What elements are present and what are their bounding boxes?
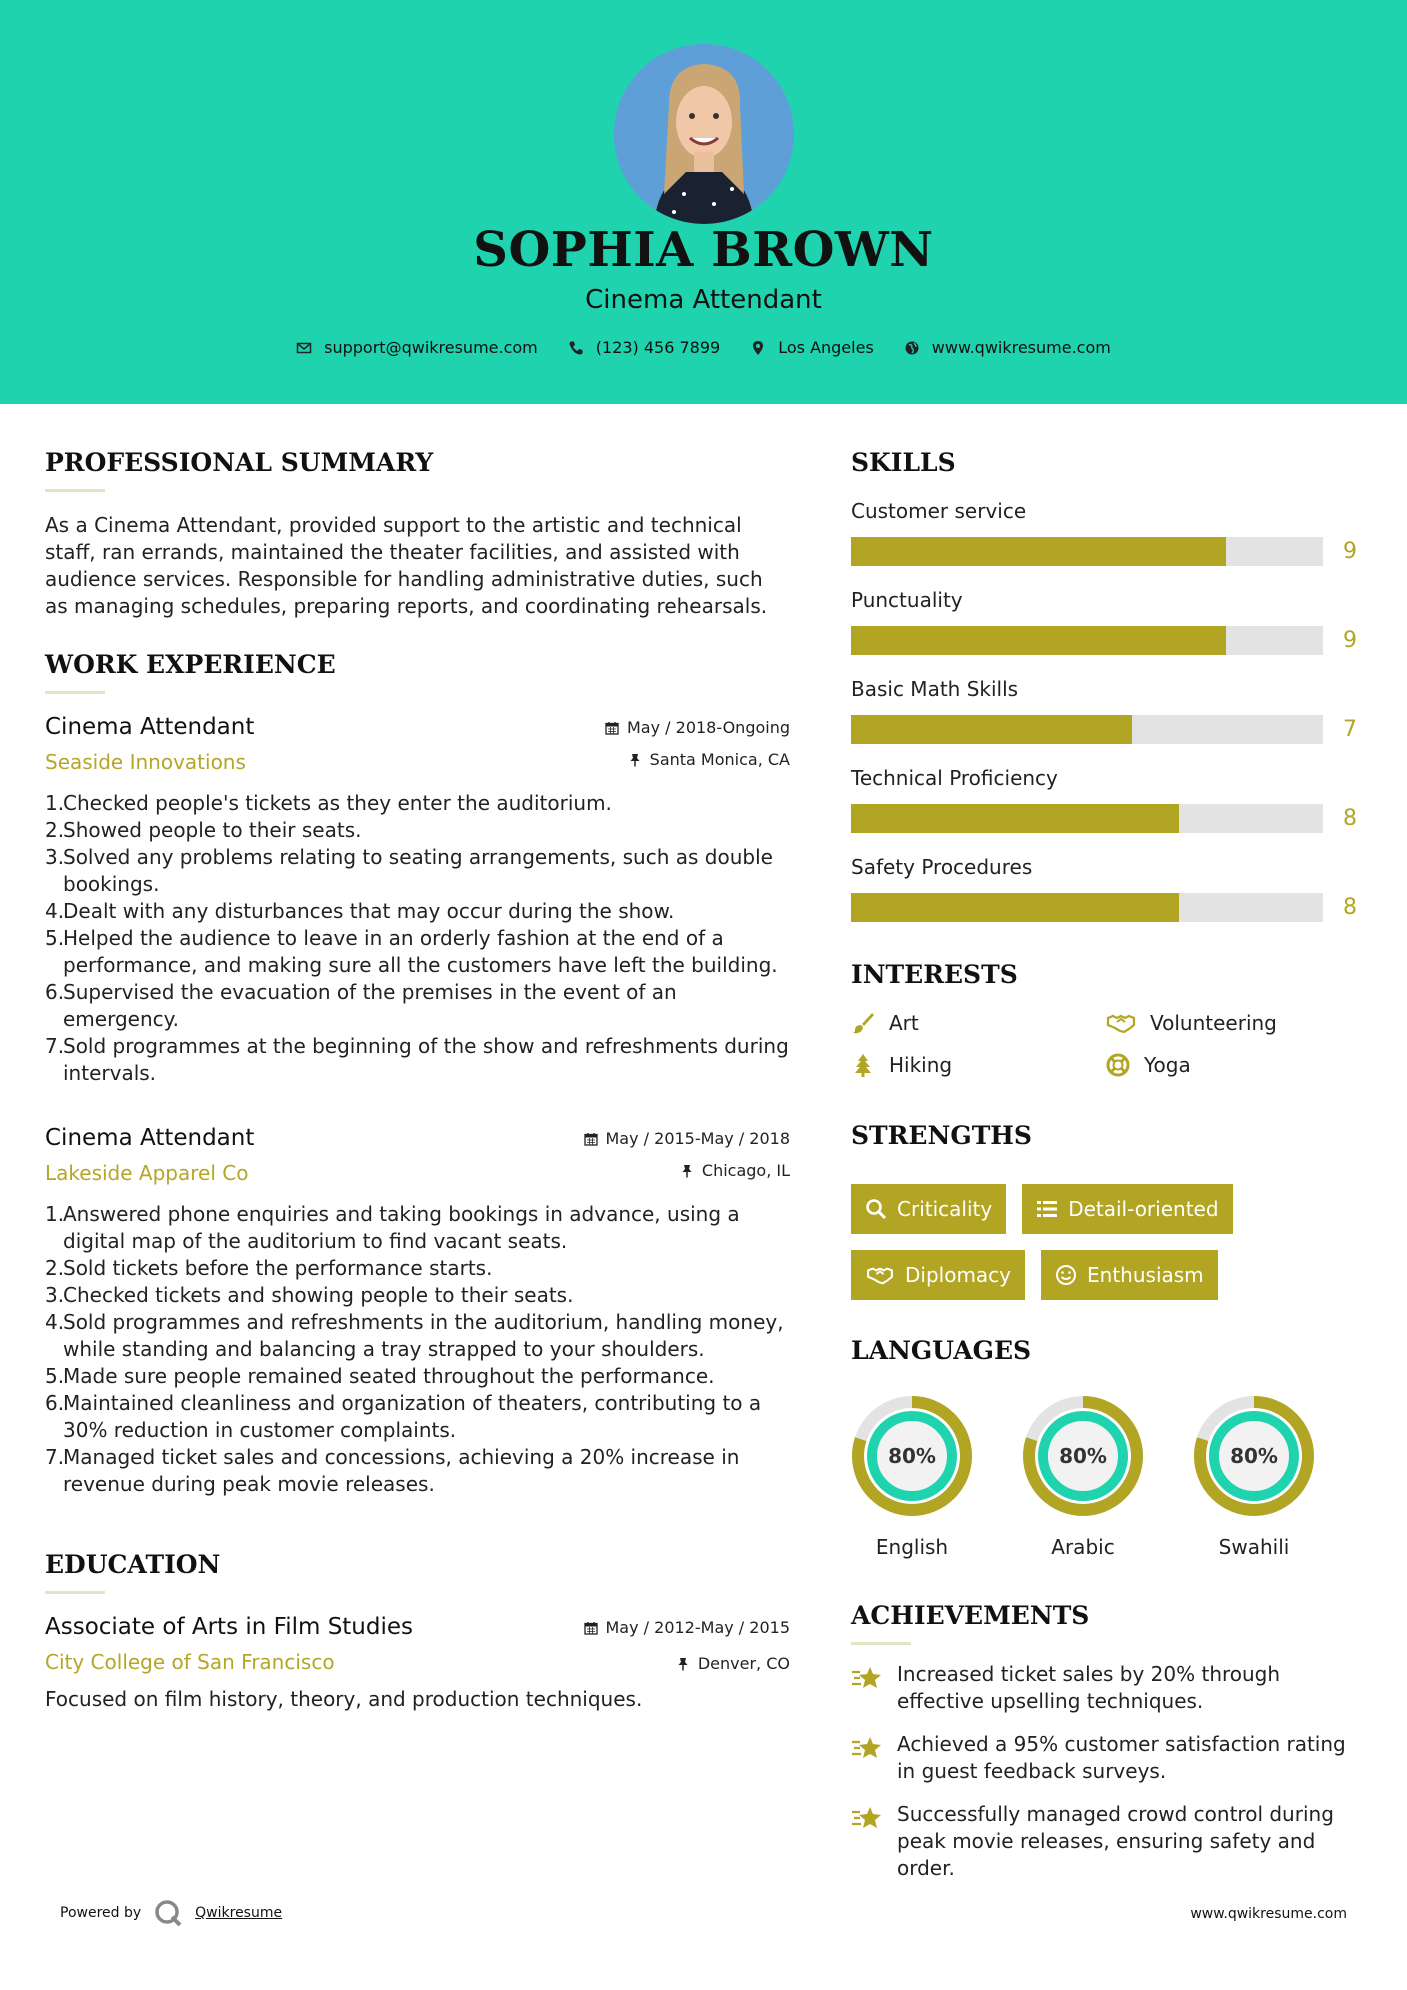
strength-tag [1022, 1184, 1232, 1234]
language-donut [1193, 1395, 1315, 1517]
skill-item [851, 499, 1361, 566]
heading-divider [45, 1591, 105, 1594]
skill-value: 7 [1343, 717, 1357, 742]
education-dates-text: May / 2012-May / 2015 [605, 1618, 790, 1637]
donut-label: 80% [1059, 1444, 1107, 1468]
achievement-text: Increased ticket sales by 20% through effective upselling techniques. [897, 1662, 1281, 1713]
paintbrush-icon [851, 1011, 875, 1035]
education-location [676, 1654, 790, 1673]
summary-heading: PROFESSIONAL SUMMARY [45, 448, 434, 477]
experience-section [45, 650, 790, 1498]
qwikresume-logo-icon [153, 1898, 183, 1928]
skill-item [851, 855, 1361, 922]
list-item: 5.Made sure people remained seated throughout the performance. [45, 1364, 715, 1388]
skill-bar-row [851, 893, 1361, 922]
footer-powered-by [60, 1898, 282, 1928]
strength-label: Criticality [897, 1197, 993, 1221]
donut-label: 80% [1230, 1444, 1278, 1468]
degree-title: Associate of Arts in Film Studies [45, 1614, 414, 1640]
brand-link[interactable]: Qwikresume [195, 1905, 283, 1921]
job-title: Cinema Attendant [45, 1125, 255, 1151]
contact-row [0, 338, 1407, 357]
strength-label: Diplomacy [905, 1263, 1012, 1287]
job-entry [45, 1125, 790, 1498]
skill-bar-fill [851, 715, 1132, 744]
heading-divider [45, 489, 105, 492]
achievements-heading: ACHIEVEMENTS [851, 1601, 1090, 1630]
skill-name: Technical Proficiency [851, 766, 1058, 790]
language-item [1022, 1395, 1144, 1559]
skills-list [851, 499, 1361, 922]
summary-text: As a Cinema Attendant, provided support to the artistic and technical staff, ran errands, maintained the theater facilities, and assisted with audience services. Responsible for handling administrative duties, such as managing schedules, preparing reports, and coordinating rehearsals. [45, 513, 768, 618]
skill-bar-fill [851, 537, 1226, 566]
list-item: 7.Sold programmes at the beginning of the show and refreshments during intervals. [45, 1034, 789, 1085]
language-item [851, 1395, 973, 1559]
tree-icon [851, 1053, 875, 1077]
list-item: 5.Helped the audience to leave in an orderly fashion at the end of a performance, and making sure all the customers have left the building. [45, 926, 778, 977]
job-company: Lakeside Apparel Co [45, 1161, 249, 1185]
calendar-icon [584, 1621, 598, 1635]
strength-label: Enthusiasm [1087, 1263, 1204, 1287]
list-item: 4.Sold programmes and refreshments in the auditorium, handling money, while standing and balancing a tray strapped to your shoulders. [45, 1310, 784, 1361]
globe-icon [904, 340, 920, 356]
job-location-text: Santa Monica, CA [649, 750, 790, 769]
education-description: Focused on film history, theory, and production techniques. [45, 1687, 643, 1711]
envelope-icon [296, 340, 312, 356]
interest-item [1106, 1053, 1361, 1077]
skill-name: Safety Procedures [851, 855, 1033, 879]
calendar-icon [584, 1132, 598, 1146]
list-item [851, 1801, 1361, 1882]
education-location-text: Denver, CO [697, 1654, 790, 1673]
skill-name: Punctuality [851, 588, 963, 612]
skill-bar-track [851, 893, 1323, 922]
skill-bar-row [851, 715, 1361, 744]
summary-section [45, 448, 790, 620]
language-donut [851, 1395, 973, 1517]
footer-website[interactable]: www.qwikresume.com [1190, 1906, 1347, 1922]
list-item: 1.Answered phone enquiries and taking bookings in advance, using a digital map of the auditorium to find vacant seats. [45, 1202, 740, 1253]
job-company: Seaside Innovations [45, 750, 246, 774]
interest-item [1106, 1011, 1361, 1035]
strengths-heading: STRENGTHS [851, 1121, 1032, 1150]
education-entry [45, 1614, 790, 1713]
interest-item [851, 1053, 1106, 1077]
website-text: www.qwikresume.com [931, 338, 1111, 357]
education-dates [584, 1618, 791, 1637]
skills-section [851, 448, 1361, 922]
list-item: 6.Supervised the evacuation of the premises in the event of an emergency. [45, 980, 677, 1031]
languages-section [851, 1336, 1361, 1559]
right-column [851, 448, 1361, 1882]
list-item [851, 1661, 1361, 1715]
portrait-image [614, 44, 794, 224]
list-item: 3.Checked tickets and showing people to their seats. [45, 1283, 574, 1307]
achievement-text: Achieved a 95% customer satisfaction rating in guest feedback surveys. [897, 1732, 1346, 1783]
skill-bar-fill [851, 893, 1179, 922]
interests-section [851, 960, 1361, 1077]
school-name: City College of San Francisco [45, 1650, 335, 1674]
strengths-section [851, 1121, 1361, 1300]
contact-website[interactable] [904, 338, 1111, 357]
education-section [45, 1550, 790, 1713]
list-item [851, 1731, 1361, 1785]
skill-item [851, 677, 1361, 744]
phone-text: (123) 456 7899 [595, 338, 721, 357]
interest-label: Volunteering [1150, 1011, 1277, 1035]
contact-email[interactable] [296, 338, 538, 357]
star-award-icon [851, 1803, 883, 1831]
list-icon [1036, 1198, 1058, 1220]
powered-by-text: Powered by [60, 1905, 142, 1921]
education-heading: EDUCATION [45, 1550, 221, 1579]
duties-list [45, 1201, 790, 1498]
list-item: 2.Showed people to their seats. [45, 818, 362, 842]
skill-bar-row [851, 537, 1361, 566]
interests-heading: INTERESTS [851, 960, 1018, 989]
smile-icon [1055, 1264, 1077, 1286]
languages-heading: LANGUAGES [851, 1336, 1032, 1365]
search-icon [865, 1198, 887, 1220]
heading-divider [851, 1642, 911, 1645]
lifebuoy-icon [1106, 1053, 1130, 1077]
skill-name: Customer service [851, 499, 1027, 523]
skill-bar-track [851, 715, 1323, 744]
skill-bar-fill [851, 626, 1226, 655]
job-location [628, 750, 790, 769]
list-item: 6.Maintained cleanliness and organization of theaters, contributing to a 30% reduction in customer complaints. [45, 1391, 762, 1442]
languages-list [851, 1395, 1361, 1559]
calendar-icon [605, 721, 619, 735]
map-pin-icon [750, 340, 766, 356]
skill-value: 8 [1343, 806, 1357, 831]
achievement-text: Successfully managed crowd control during peak movie releases, ensuring safety and order. [897, 1802, 1334, 1880]
phone-icon [568, 340, 584, 356]
star-award-icon [851, 1733, 883, 1761]
experience-heading: WORK EXPERIENCE [45, 650, 336, 679]
job-dates [584, 1129, 791, 1148]
left-column [45, 448, 790, 1713]
skill-bar-row [851, 626, 1361, 655]
list-item: 7.Managed ticket sales and concessions, achieving a 20% increase in revenue during peak movie releases. [45, 1445, 740, 1496]
contact-phone[interactable] [568, 338, 720, 357]
pushpin-icon [676, 1657, 690, 1671]
handshake-icon [1106, 1011, 1136, 1035]
job-dates-text: May / 2015-May / 2018 [605, 1129, 790, 1148]
skill-item [851, 588, 1361, 655]
contact-location [750, 338, 874, 357]
strength-label: Detail-oriented [1068, 1197, 1219, 1221]
achievements-list [851, 1661, 1361, 1882]
interest-label: Art [889, 1011, 919, 1035]
email-text: support@qwikresume.com [324, 338, 538, 357]
strengths-list [851, 1184, 1361, 1300]
profile-photo [614, 44, 794, 224]
candidate-name: SOPHIA BROWN [473, 222, 934, 278]
strength-tag [851, 1250, 1025, 1300]
list-item: 4.Dealt with any disturbances that may occur during the show. [45, 899, 675, 923]
skill-item [851, 766, 1361, 833]
handshake-icon [865, 1264, 895, 1286]
achievements-section [851, 1601, 1361, 1882]
language-name: Arabic [1051, 1535, 1115, 1559]
job-title: Cinema Attendant [45, 714, 255, 740]
job-dates-text: May / 2018-Ongoing [627, 718, 790, 737]
heading-divider [45, 691, 105, 694]
skill-bar-track [851, 804, 1323, 833]
language-item [1193, 1395, 1315, 1559]
skill-value: 8 [1343, 895, 1357, 920]
list-item: 3.Solved any problems relating to seating arrangements, such as double bookings. [45, 845, 773, 896]
skill-bar-track [851, 626, 1323, 655]
header-banner [0, 0, 1407, 404]
interest-label: Yoga [1144, 1053, 1191, 1077]
list-item: 2.Sold tickets before the performance starts. [45, 1256, 493, 1280]
star-award-icon [851, 1663, 883, 1691]
language-name: English [875, 1535, 949, 1559]
skill-value: 9 [1343, 628, 1357, 653]
skill-bar-fill [851, 804, 1179, 833]
job-entry [45, 714, 790, 1087]
skills-heading: SKILLS [851, 448, 956, 477]
location-text: Los Angeles [778, 338, 874, 357]
candidate-title: Cinema Attendant [585, 285, 822, 315]
interest-label: Hiking [889, 1053, 953, 1077]
skill-bar-track [851, 537, 1323, 566]
job-location [680, 1161, 790, 1180]
language-donut [1022, 1395, 1144, 1517]
interest-item [851, 1011, 1106, 1035]
pushpin-icon [628, 753, 642, 767]
strength-tag [851, 1184, 1006, 1234]
donut-label: 80% [888, 1444, 936, 1468]
duties-list [45, 790, 790, 1087]
pushpin-icon [680, 1164, 694, 1178]
list-item: 1.Checked people's tickets as they enter the auditorium. [45, 791, 612, 815]
strength-tag [1041, 1250, 1218, 1300]
job-location-text: Chicago, IL [701, 1161, 790, 1180]
language-name: Swahili [1218, 1535, 1290, 1559]
skill-value: 9 [1343, 539, 1357, 564]
skill-bar-row [851, 804, 1361, 833]
job-dates [605, 718, 790, 737]
interests-list [851, 1011, 1361, 1077]
skill-name: Basic Math Skills [851, 677, 1019, 701]
